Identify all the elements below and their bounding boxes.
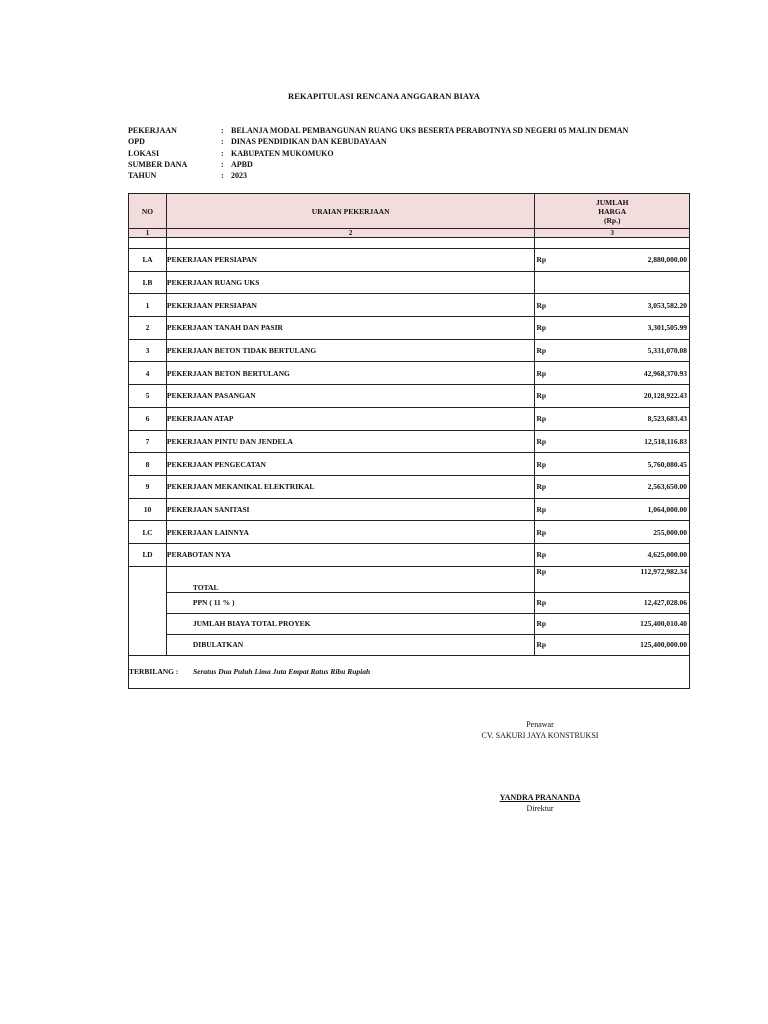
signature-position: Direktur (526, 804, 554, 813)
meta-key: SUMBER DANA (128, 159, 188, 169)
table-row (129, 453, 690, 476)
row-amount-cell (535, 294, 690, 317)
header-jumlah-line1: JUMLAH (595, 197, 629, 207)
row-amount-cell (535, 407, 690, 430)
row-currency: Rp (536, 527, 547, 537)
row-amount-cell (535, 339, 690, 362)
row-amount-cell (535, 317, 690, 340)
row-amount: 3,301,505.99 (647, 323, 687, 333)
row-currency: Rp (536, 550, 547, 560)
summary-row (129, 634, 690, 655)
row-uraian: PEKERJAAN RUANG UKS (166, 271, 535, 294)
row-uraian: PEKERJAAN LAINNYA (166, 521, 535, 544)
blank-row (129, 238, 690, 249)
row-no: 2 (129, 317, 167, 340)
header-uraian: URAIAN PEKERJAAN (166, 194, 535, 229)
summary-no-cell (129, 566, 167, 655)
summary-amount: 125,400,000.00 (640, 640, 687, 650)
row-currency: Rp (536, 459, 547, 469)
row-no: 4 (129, 362, 167, 385)
row-no: 8 (129, 453, 167, 476)
row-amount-cell (535, 475, 690, 498)
table-row (129, 271, 690, 294)
meta-sep: : (221, 148, 224, 158)
summary-label: PPN ( 11 % ) (166, 592, 535, 613)
summary-label: DIBULATKAN (166, 634, 535, 655)
meta-value: DINAS PENDIDIKAN DAN KEBUDAYAAN (231, 137, 387, 147)
row-currency: Rp (536, 368, 547, 378)
project-info (128, 125, 628, 181)
summary-amount-cell (535, 613, 690, 634)
summary-label: TOTAL (166, 566, 535, 592)
summary-currency: Rp (536, 619, 547, 629)
table-row (129, 317, 690, 340)
row-amount-cell (535, 521, 690, 544)
row-no: I.B (129, 271, 167, 294)
row-no: I.C (129, 521, 167, 544)
terbilang-value: Seratus Dua Puluh Lima Juta Empat Ratus Ribu Rupiah (193, 667, 371, 677)
table-row (129, 339, 690, 362)
row-currency: Rp (536, 255, 547, 265)
table-row (129, 249, 690, 272)
row-uraian: PERABOTAN NYA (166, 543, 535, 566)
row-amount: 8,523,683.43 (647, 414, 687, 424)
table-row (129, 294, 690, 317)
header-jumlah-line2: HARGA (598, 206, 627, 216)
row-uraian: PEKERJAAN PERSIAPAN (166, 294, 535, 317)
row-currency: Rp (536, 323, 547, 333)
header-jumlah-line3: (Rp.) (603, 215, 621, 225)
row-uraian: PEKERJAAN PENGECATAN (166, 453, 535, 476)
row-uraian: PEKERJAAN TANAH DAN PASIR (166, 317, 535, 340)
col-number: 2 (166, 229, 535, 238)
budget-table (128, 193, 690, 689)
meta-key: TAHUN (128, 171, 157, 181)
row-amount: 5,760,080.45 (647, 459, 687, 469)
row-amount-cell (535, 385, 690, 408)
summary-amount-cell (535, 592, 690, 613)
meta-sep: : (221, 137, 224, 147)
summary-row (129, 592, 690, 613)
meta-value: BELANJA MODAL PEMBANGUNAN RUANG UKS BESERTA PERABOTNYA SD NEGERI 05 MALIN DEMAN (231, 126, 629, 135)
row-currency: Rp (536, 482, 547, 492)
meta-row-sumber-dana (128, 159, 628, 170)
row-no: I.A (129, 249, 167, 272)
meta-row-opd (128, 136, 628, 147)
meta-key: OPD (128, 137, 145, 147)
summary-label: JUMLAH BIAYA TOTAL PROYEK (166, 613, 535, 634)
row-amount-cell (535, 498, 690, 521)
meta-sep: : (221, 159, 224, 169)
row-amount: 2,563,650.00 (647, 482, 687, 492)
table-row (129, 543, 690, 566)
table-row (129, 475, 690, 498)
table-row (129, 407, 690, 430)
meta-key: LOKASI (128, 148, 160, 158)
meta-value: KABUPATEN MUKOMUKO (231, 148, 334, 158)
row-no: 5 (129, 385, 167, 408)
row-uraian: PEKERJAAN MEKANIKAL ELEKTRIKAL (166, 475, 535, 498)
row-no: 1 (129, 294, 167, 317)
row-currency: Rp (536, 346, 547, 356)
row-amount-cell (535, 362, 690, 385)
row-amount: 255,000.00 (653, 527, 687, 537)
terbilang-row (129, 655, 690, 688)
table-header-row (129, 194, 690, 229)
row-amount-cell (535, 271, 690, 294)
row-uraian: PEKERJAAN ATAP (166, 407, 535, 430)
row-no: 7 (129, 430, 167, 453)
row-amount-cell (535, 453, 690, 476)
row-currency: Rp (536, 300, 547, 310)
header-no: NO (129, 194, 167, 229)
column-number-row (129, 229, 690, 238)
meta-value: APBD (231, 159, 253, 169)
meta-sep: : (221, 171, 224, 181)
table-row (129, 521, 690, 544)
row-no: 10 (129, 498, 167, 521)
summary-row (129, 613, 690, 634)
table-row (129, 430, 690, 453)
row-amount: 4,625,000.00 (647, 550, 687, 560)
col-number: 3 (535, 229, 690, 238)
row-currency: Rp (536, 414, 547, 424)
document-title: REKAPITULASI RENCANA ANGGARAN BIAYA (287, 91, 481, 101)
terbilang-label: TERBILANG : (129, 667, 179, 677)
meta-value: 2023 (231, 171, 247, 181)
meta-row-pekerjaan (128, 125, 628, 136)
table-row (129, 498, 690, 521)
col-number: 1 (129, 229, 167, 238)
signature-name: YANDRA PRANANDA (499, 793, 581, 802)
summary-currency: Rp (536, 640, 547, 650)
row-currency: Rp (536, 436, 547, 446)
row-uraian: PEKERJAAN SANITASI (166, 498, 535, 521)
summary-body (129, 566, 690, 655)
summary-amount: 12,427,028.06 (643, 598, 687, 608)
row-amount-cell (535, 430, 690, 453)
row-uraian: PEKERJAAN PINTU DAN JENDELA (166, 430, 535, 453)
row-uraian: PEKERJAAN BETON TIDAK BERTULANG (166, 339, 535, 362)
row-no: I.D (129, 543, 167, 566)
row-amount: 1,064,000.00 (647, 504, 687, 514)
meta-row-lokasi (128, 148, 628, 159)
table-row (129, 362, 690, 385)
signature-role: Penawar (526, 720, 554, 729)
summary-amount: 112,972,982.34 (640, 566, 687, 576)
meta-sep: : (221, 126, 224, 135)
summary-amount: 125,400,010.40 (640, 619, 687, 629)
row-amount: 12,518,116.83 (644, 436, 687, 446)
row-no: 3 (129, 339, 167, 362)
summary-currency: Rp (536, 566, 547, 576)
summary-amount-cell (535, 566, 690, 592)
row-amount-cell (535, 543, 690, 566)
row-uraian: PEKERJAAN PASANGAN (166, 385, 535, 408)
row-amount-cell (535, 249, 690, 272)
row-no: 6 (129, 407, 167, 430)
table-row (129, 385, 690, 408)
items-body (129, 249, 690, 567)
row-no: 9 (129, 475, 167, 498)
meta-key: PEKERJAAN (128, 126, 177, 135)
row-amount: 42,968,370.93 (643, 368, 687, 378)
row-uraian: PEKERJAAN BETON BERTULANG (166, 362, 535, 385)
row-uraian: PEKERJAAN PERSIAPAN (166, 249, 535, 272)
row-currency: Rp (536, 504, 547, 514)
summary-row (129, 566, 690, 592)
row-currency: Rp (536, 391, 547, 401)
summary-currency: Rp (536, 598, 547, 608)
row-amount: 3,053,582.20 (647, 300, 687, 310)
summary-amount-cell (535, 634, 690, 655)
row-amount: 20,128,922.43 (643, 391, 687, 401)
row-amount: 2,880,000.00 (647, 255, 687, 265)
meta-row-tahun (128, 170, 628, 181)
signature-company: CV. SAKURI JAYA KONSTRUKSI (481, 731, 599, 740)
header-jumlah (535, 194, 690, 229)
row-amount: 5,331,070.08 (647, 346, 687, 356)
